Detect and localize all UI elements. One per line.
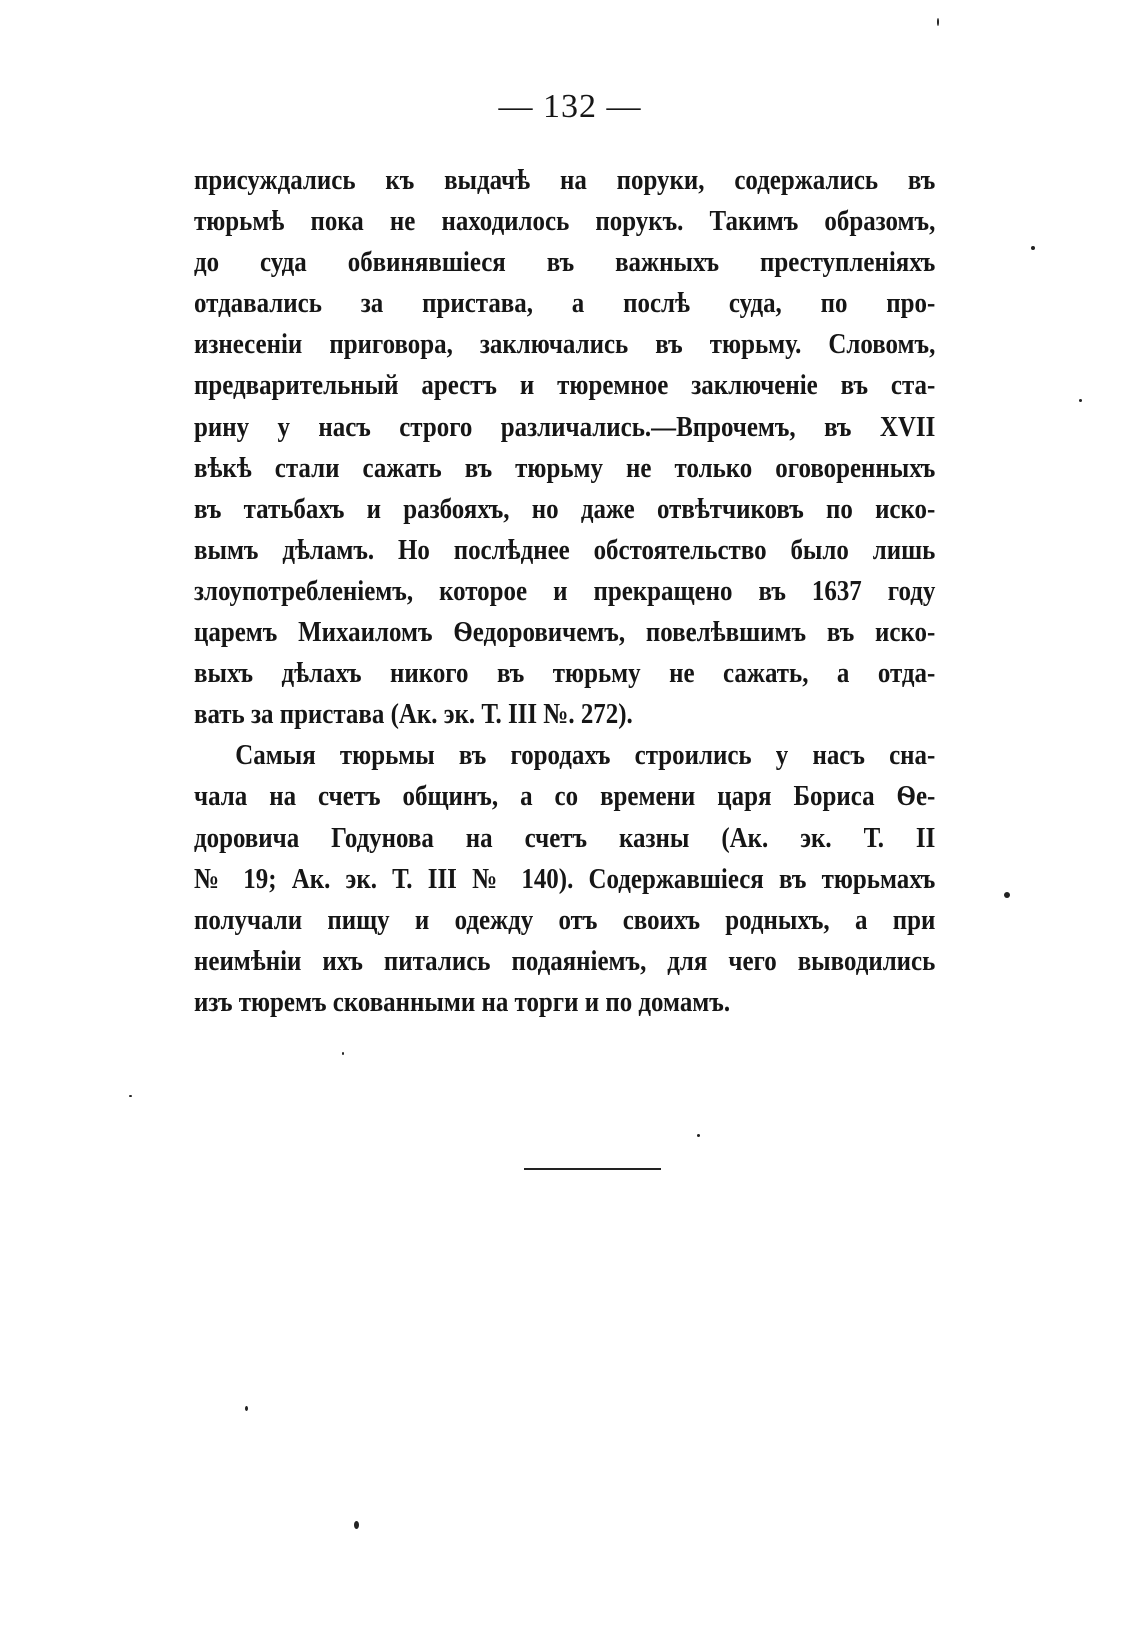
text-line: вѣкѣ стали сажать въ тюрьму не только оговоренныхъ — [194, 451, 936, 484]
scan-speck — [1079, 399, 1082, 402]
scan-speck — [354, 1521, 359, 1529]
scan-speck — [937, 18, 939, 26]
paragraph-2 — [194, 735, 936, 1023]
text-line: получали пищу и одежду отъ своихъ родныхъ, а при — [194, 903, 936, 936]
paragraph-1 — [194, 160, 936, 735]
text-line: до суда обвинявшіеся въ важныхъ преступленіяхъ — [194, 246, 936, 279]
scan-speck — [342, 1052, 344, 1055]
text-line: выхъ дѣлахъ никого въ тюрьму не сажать, а отда- — [194, 657, 936, 690]
scan-speck — [1004, 892, 1010, 898]
text-line: Самыя тюрьмы въ городахъ строились у насъ сна- — [235, 739, 936, 772]
scan-speck — [129, 1095, 132, 1097]
scan-speck — [245, 1406, 248, 1411]
text-line: предварительный арестъ и тюремное заключеніе въ ста- — [194, 369, 936, 402]
text-line: неимѣніи ихъ питались подаяніемъ, для чего выводились — [194, 944, 936, 977]
text-line: чала на счетъ общинъ, а со времени царя Бориса Ѳе- — [194, 780, 936, 813]
text-line: злоупотребленіемъ, которое и прекращено въ 1637 году — [194, 574, 936, 607]
text-line: присуждались къ выдачѣ на поруки, содержались въ — [194, 164, 936, 196]
text-line: вымъ дѣламъ. Но послѣднее обстоятельство было лишь — [194, 533, 936, 566]
text-line: доровича Годунова на счетъ казны (Ак. эк. Т. II — [194, 821, 936, 854]
text-line: царемъ Михаиломъ Ѳедоровичемъ, повелѣвшимъ въ иско- — [194, 616, 936, 649]
scan-speck — [1031, 246, 1035, 250]
text-line: изнесеніи приговора, заключались въ тюрьму. Словомъ, — [194, 328, 936, 361]
text-line: отдавались за пристава, а послѣ суда, по про- — [194, 287, 936, 320]
text-line: рину у насъ строго различались.—Впрочемъ, въ XVII — [194, 410, 936, 443]
text-line: въ татьбахъ и разбояхъ, но даже отвѣтчиковъ по иско- — [194, 492, 936, 525]
text-line: № 19; Ак. эк. Т. III № 140). Содержавшіеся въ тюрьмахъ — [194, 862, 936, 895]
body-text — [194, 160, 936, 1023]
text-line: вать за пристава (Ак. эк. Т. III №. 272). — [194, 698, 633, 731]
section-divider — [524, 1168, 661, 1170]
text-line: тюрьмѣ пока не находилось порукъ. Такимъ образомъ, — [194, 205, 936, 238]
scan-speck — [697, 1134, 700, 1137]
page-number: — 132 — — [498, 88, 642, 125]
text-line: изъ тюремъ скованными на торги и по домамъ. — [194, 985, 731, 1018]
